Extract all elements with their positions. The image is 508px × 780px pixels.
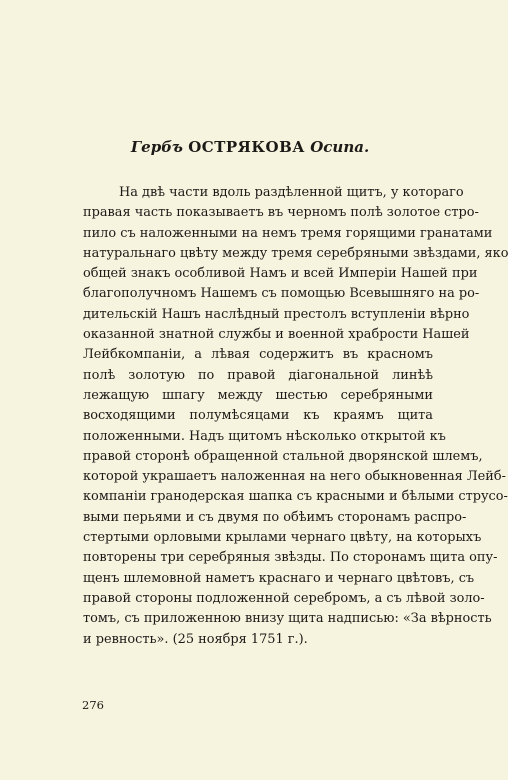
text-line: лежащую шпагу между шестью серебряными xyxy=(83,387,433,403)
title-surname: ОСТРЯКОВА xyxy=(188,138,305,156)
text-line: восходящими полумѣсяцами къ краямъ щита xyxy=(83,408,433,424)
text-line: выми перьями и съ двумя по обѣимъ сторонамъ распро- xyxy=(83,509,467,525)
text-line: пило съ наложенными на немъ тремя горящими гранатами xyxy=(83,225,493,241)
text-line: дительскій Нашъ наслѣдный престолъ вступленіи вѣрно xyxy=(83,306,470,322)
text-line: благополучномъ Нашемъ съ помощью Всевышняго на ро- xyxy=(83,286,480,302)
text-line: оказанной знатной службы и военной храбрости Нашей xyxy=(83,327,470,343)
text-line: правой сторонѣ обращенной стальной дворянской шлемъ, xyxy=(83,448,483,464)
text-line: Лейбкомпаніи, а лѣвая содержитъ въ красномъ xyxy=(83,347,433,363)
text-line: полѣ золотую по правой діагональной линѣѣ xyxy=(83,367,433,383)
text-line: положенными. Надъ щитомъ нѣсколько открытой къ xyxy=(83,428,446,444)
text-line: и ревность». (25 ноября 1751 г.). xyxy=(83,631,308,647)
text-line: щенъ шлемовной наметъ краснаго и чернаго цвѣтовъ, съ xyxy=(83,570,475,586)
title-suffix: Осипа. xyxy=(310,138,370,156)
text-line: томъ, съ приложенною внизу щита надписью: «За вѣрность xyxy=(83,611,492,627)
text-line: На двѣ части вдоль раздѣленной щитъ, у котораго xyxy=(119,185,464,200)
title-prefix: Гербъ xyxy=(130,138,183,156)
document-title xyxy=(0,138,500,156)
text-line: которой украшаетъ наложенная на него обыкновенная Лейб- xyxy=(83,469,507,485)
text-line: стертыми орловыми крылами чернаго цвѣту, на которыхъ xyxy=(83,530,482,546)
text-line: натуральнаго цвѣту между тремя серебряными звѣздами, яко xyxy=(83,245,508,261)
text-line: правой стороны подложенной серебромъ, а съ лѣвой золо- xyxy=(83,590,485,606)
text-line: повторены три серебряныя звѣзды. По сторонамъ щита опу- xyxy=(83,550,498,566)
page-number: 276 xyxy=(82,698,104,712)
body-paragraph xyxy=(83,183,508,650)
text-line: общей знакъ особливой Намъ и всей Имперіи Нашей при xyxy=(83,266,478,282)
text-line: правая часть показываетъ въ черномъ полѣ золотое стро- xyxy=(83,205,479,221)
text-line: компаніи гранодерская шапка съ красными и бѣлыми струсо- xyxy=(83,489,508,505)
